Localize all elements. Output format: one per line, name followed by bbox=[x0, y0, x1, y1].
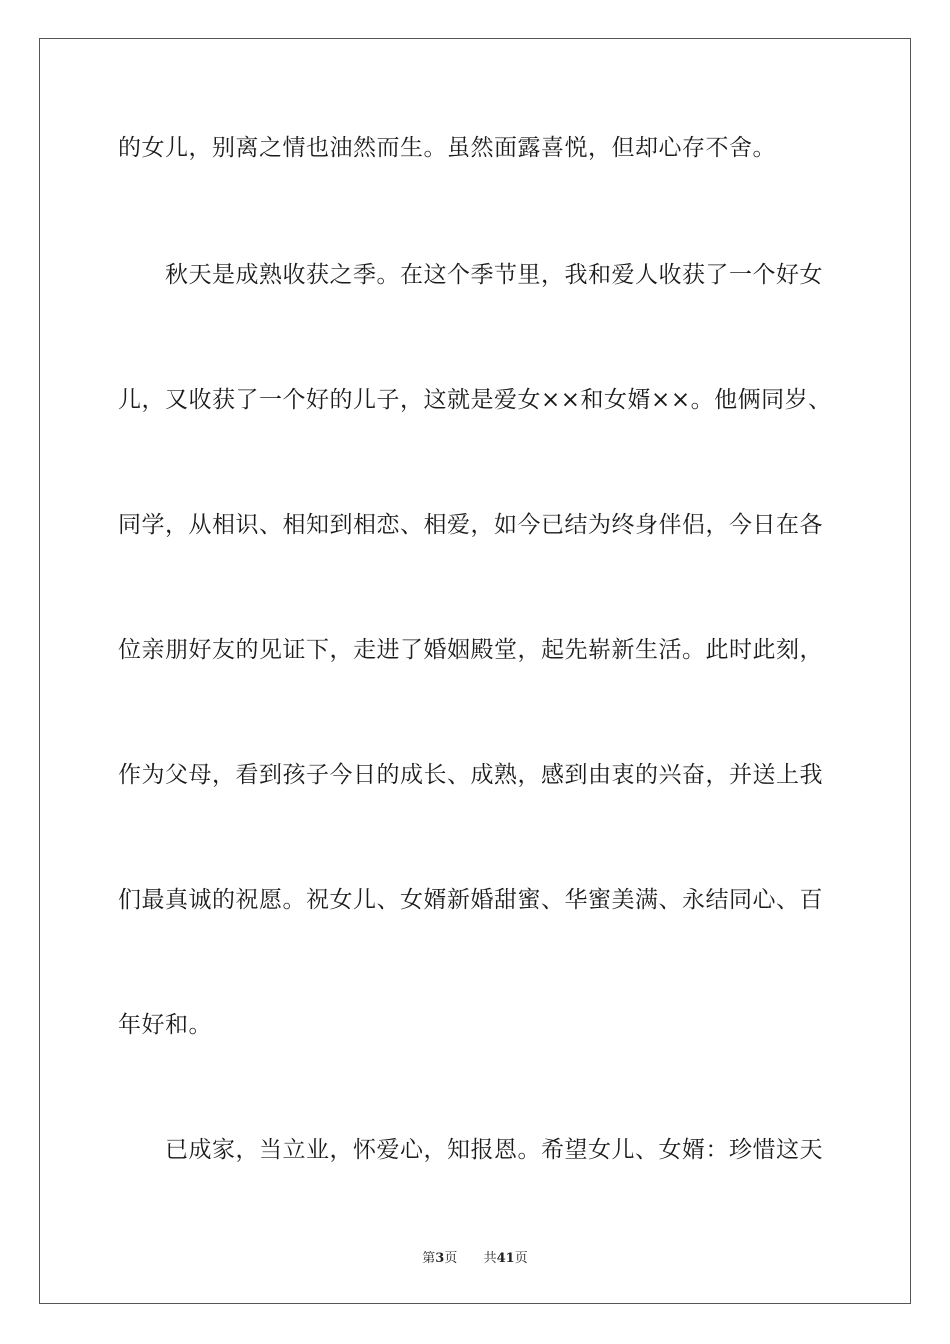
text-line-8: 年好和。 bbox=[118, 1012, 212, 1038]
page-suffix: 页 bbox=[444, 1251, 458, 1266]
total-pages: 41 bbox=[496, 1251, 515, 1266]
text-line-5: 位亲朋好友的见证下，走进了婚姻殿堂，起先崭新生活。此时此刻， bbox=[118, 637, 823, 663]
total-prefix: 共 bbox=[483, 1251, 497, 1266]
page-prefix: 第 bbox=[422, 1251, 436, 1266]
total-suffix: 页 bbox=[514, 1251, 528, 1266]
text-line-1: 的女儿，别离之情也油然而生。虽然面露喜悦，但却心存不舍。 bbox=[118, 135, 776, 161]
page-footer bbox=[0, 1247, 950, 1266]
text-line-6: 作为父母，看到孩子今日的成长、成熟，感到由衷的兴奋，并送上我 bbox=[118, 762, 823, 788]
text-line-3: 儿，又收获了一个好的儿子，这就是爱女××和女婿××。他俩同岁、 bbox=[118, 387, 832, 413]
text-line-7: 们最真诚的祝愿。祝女儿、女婿新婚甜蜜、华蜜美满、永结同心、百 bbox=[118, 887, 823, 913]
page-number: 3 bbox=[435, 1251, 445, 1266]
text-line-9: 已成家，当立业，怀爱心，知报恩。希望女儿、女婿：珍惜这天 bbox=[165, 1137, 823, 1163]
page-frame bbox=[39, 38, 911, 1304]
text-line-2: 秋天是成熟收获之季。在这个季节里，我和爱人收获了一个好女 bbox=[165, 262, 823, 288]
text-line-4: 同学，从相识、相知到相恋、相爱，如今已结为终身伴侣，今日在各 bbox=[118, 512, 823, 538]
